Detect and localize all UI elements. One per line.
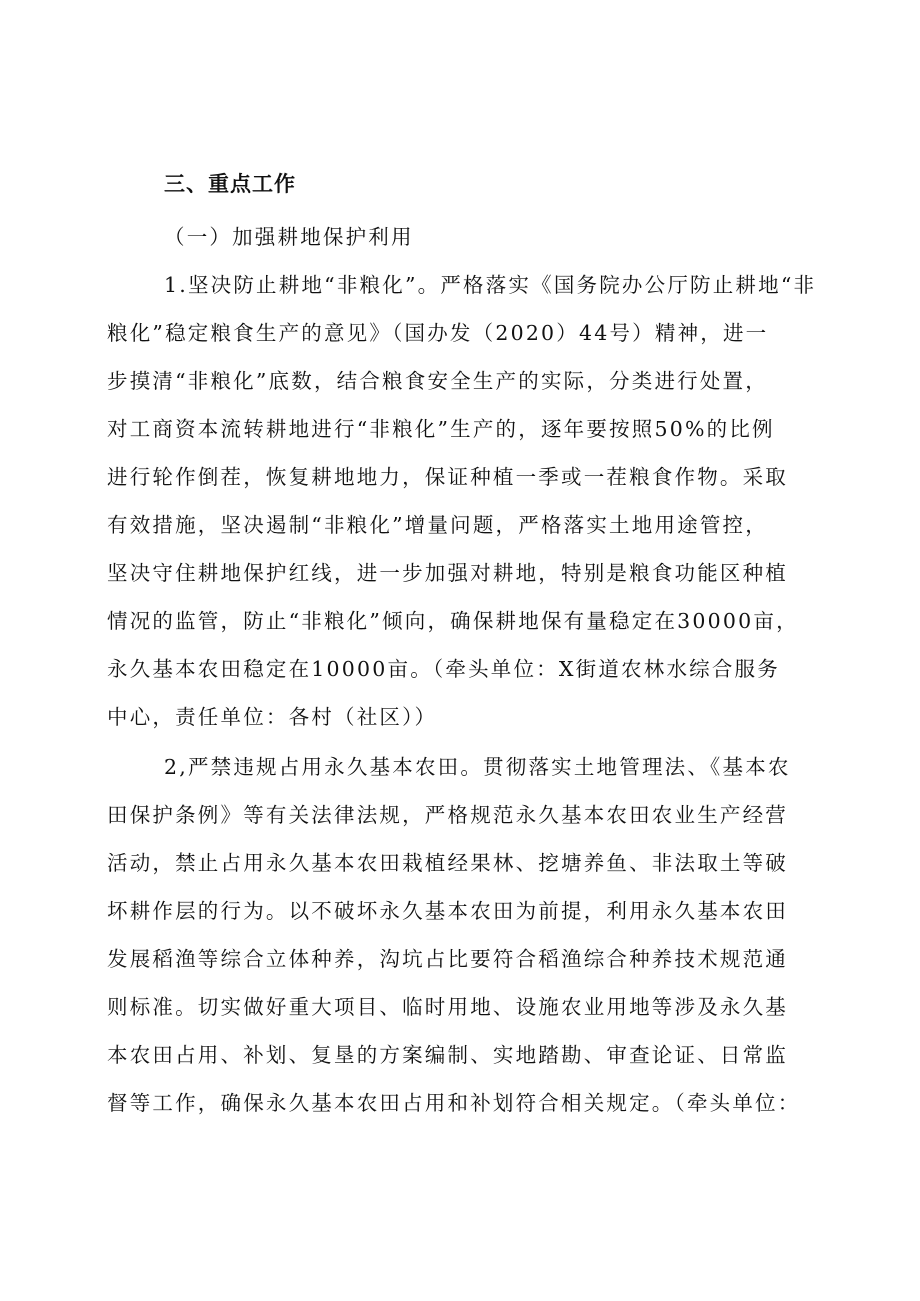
- paragraph-2-line: 田保护条例》等有关法律法规，严格规范永久基本农田农业生产经营: [107, 803, 788, 827]
- paragraph-1-line: 粮化”稳定粮食生产的意见》（国办发（2020）44号）精神，进一: [107, 321, 769, 345]
- paragraph-1-line: 中心，责任单位：各村（社区））: [107, 705, 438, 729]
- paragraph-2-line: 2,严禁违规占用永久基本农田。贯彻落实土地管理法、《基本农: [164, 755, 791, 779]
- paragraph-1-line: 对工商资本流转耕地进行“非粮化”生产的，逐年要按照50%的比例: [107, 417, 775, 441]
- paragraph-1-line: 坚决守住耕地保护红线，进一步加强对耕地，特别是粮食功能区种植: [107, 561, 788, 585]
- paragraph-1-line: 进行轮作倒茬，恢复耕地地力，保证种植一季或一茬粮食作物。采取: [107, 465, 788, 489]
- paragraph-2-line: 本农田占用、补划、复垦的方案编制、实地踏勘、审查论证、日常监: [107, 1043, 788, 1067]
- paragraph-1-line: 步摸清“非粮化”底数，结合粮食安全生产的实际，分类进行处置，: [107, 369, 768, 393]
- paragraph-2-line: 活动，禁止占用永久基本农田栽植经果林、挖塘养鱼、非法取土等破: [107, 851, 788, 875]
- paragraph-2-line: 督等工作，确保永久基本农田占用和补划符合相关规定。（牵头单位：: [107, 1091, 801, 1115]
- paragraph-1-line: 有效措施，坚决遏制“非粮化”增量问题，严格落实土地用途管控，: [107, 513, 768, 537]
- subsection-heading: （一）加强耕地保护利用: [164, 225, 414, 249]
- paragraph-1-line: 1.坚决防止耕地“非粮化”。严格落实《国务院办公厅防止耕地“非: [164, 273, 817, 297]
- paragraph-2-line: 坏耕作层的行为。以不破坏永久基本农田为前提，利用永久基本农田: [107, 899, 788, 923]
- paragraph-1-line: 情况的监管，防止“非粮化”倾向，确保耕地保有量稳定在30000亩，: [107, 609, 799, 633]
- paragraph-2-line: 则标准。切实做好重大项目、临时用地、设施农业用地等涉及永久基: [107, 995, 788, 1019]
- section-heading: 三、重点工作: [164, 172, 296, 196]
- paragraph-1-line: 永久基本农田稳定在10000亩。（牵头单位：X街道农林水综合服务: [107, 657, 780, 681]
- paragraph-2-line: 发展稻渔等综合立体种养，沟坑占比要符合稻渔综合种养技术规范通: [107, 947, 788, 971]
